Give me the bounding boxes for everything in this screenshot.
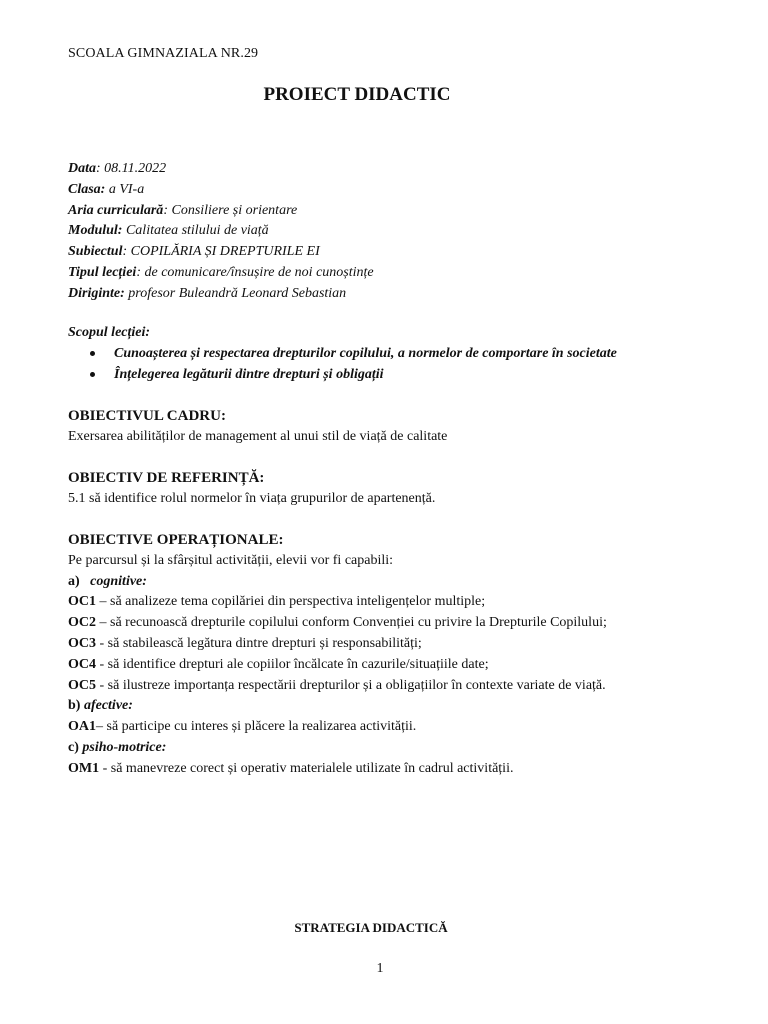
objective-text: - să stabilească legătura dintre drepturi și responsabilități; — [96, 635, 422, 651]
meta-value: profesor Buleandră Leonard Sebastian — [124, 285, 347, 301]
subheading-prefix: a) — [68, 573, 80, 589]
scope-item — [68, 364, 617, 385]
meta-value: : de comunicare/însușire de noi cunoștințe — [136, 264, 374, 280]
section-text: Exersarea abilităților de management al unui stil de viață de calitate — [68, 428, 448, 444]
meta-row-curricular-area — [68, 201, 374, 222]
objective-row — [68, 717, 607, 738]
meta-value: a VI-a — [105, 181, 145, 197]
meta-label: Subiectul — [68, 244, 123, 260]
objective-code: OC3 — [68, 635, 96, 651]
objective-row — [68, 676, 607, 697]
section-text: 5.1 să identifice rolul normelor în viața grupurilor de apartenență. — [68, 490, 436, 506]
meta-label: Aria curriculară — [68, 202, 164, 218]
affective-subheading — [68, 696, 607, 717]
meta-value: : Consiliere și orientare — [163, 202, 298, 218]
page-number: 1 — [376, 961, 384, 976]
meta-row-teacher — [68, 284, 374, 305]
subheading-label: afective: — [83, 698, 133, 714]
section-heading: OBIECTIVE OPERAȚIONALE: — [68, 532, 284, 548]
meta-label: Data — [68, 161, 96, 176]
meta-value: : COPILĂRIA ȘI DREPTURILE EI — [122, 244, 320, 260]
objective-text: - să manevreze corect și operativ materialele utilizate în cadrul activității. — [99, 760, 514, 776]
objective-code: OM1 — [68, 760, 100, 776]
document-title: PROIECT DIDACTIC — [263, 84, 451, 105]
bullet-icon — [90, 351, 95, 356]
objective-code: OC4 — [68, 656, 96, 672]
scope-heading: Scopul lecției: — [68, 325, 151, 340]
bullet-icon — [90, 372, 95, 377]
scope-item — [68, 343, 617, 364]
objective-text: – să recunoască drepturile copilului conform Convenției cu privire la Drepturile Copilului; — [96, 615, 607, 631]
objective-row — [68, 759, 607, 780]
meta-label: Clasa: — [68, 181, 106, 197]
objective-text: - să ilustreze importanța respectării drepturilor și a obligațiilor în contexte variate de viață. — [96, 677, 606, 693]
objective-code: OA1 — [68, 719, 96, 735]
operational-objectives-section — [68, 530, 607, 780]
school-name: SCOALA GIMNAZIALA NR.29 — [68, 46, 259, 61]
meta-row-module — [68, 221, 374, 242]
objective-text: – să participe cu interes și plăcere la realizarea activității. — [96, 719, 417, 735]
lesson-metadata — [68, 159, 374, 305]
meta-label: Tipul lecției — [68, 264, 137, 280]
objective-row — [68, 613, 607, 634]
section-heading: OBIECTIV DE REFERINȚĂ: — [68, 470, 265, 486]
meta-row-lesson-type — [68, 263, 374, 284]
strategy-section-title: STRATEGIA DIDACTICĂ — [294, 920, 448, 935]
cognitive-subheading — [68, 572, 607, 593]
meta-label: Modulul: — [68, 223, 123, 239]
meta-row-subject — [68, 242, 374, 263]
meta-value: : 08.11.2022 — [96, 161, 167, 176]
objective-row — [68, 655, 607, 676]
objective-row — [68, 592, 607, 613]
objective-frame-section — [68, 406, 447, 448]
objective-code: OC2 — [68, 615, 96, 631]
objective-row — [68, 634, 607, 655]
subheading-label: psiho-motrice: — [82, 739, 167, 755]
meta-value: Calitatea stilului de viață — [122, 223, 269, 239]
meta-label: Diriginte: — [68, 285, 125, 301]
scope-list — [68, 343, 617, 385]
section-heading: OBIECTIVUL CADRU: — [68, 408, 226, 424]
subheading-prefix: c) — [68, 739, 79, 755]
section-intro: Pe parcursul și la sfârșitul activității, elevii vor fi capabili: — [68, 552, 394, 568]
objective-code: OC5 — [68, 677, 96, 693]
meta-row-date — [68, 159, 374, 180]
meta-row-class — [68, 180, 374, 201]
objective-text: – să analizeze tema copilăriei din perspectiva inteligențelor multiple; — [96, 594, 486, 610]
objective-reference-section — [68, 468, 435, 510]
psychomotor-subheading — [68, 738, 607, 759]
objective-text: - să identifice drepturi ale copiilor încălcate în cazurile/situațiile date; — [96, 656, 489, 672]
scope-item-text: Înțelegerea legăturii dintre drepturi și obligații — [114, 367, 384, 382]
scope-item-text: Cunoașterea și respectarea drepturilor copilului, a normelor de comportare în societate — [114, 346, 617, 361]
lesson-scope — [68, 322, 617, 385]
objective-code: OC1 — [68, 594, 96, 610]
subheading-prefix: b) — [68, 698, 81, 714]
subheading-label: cognitive: — [90, 573, 147, 589]
